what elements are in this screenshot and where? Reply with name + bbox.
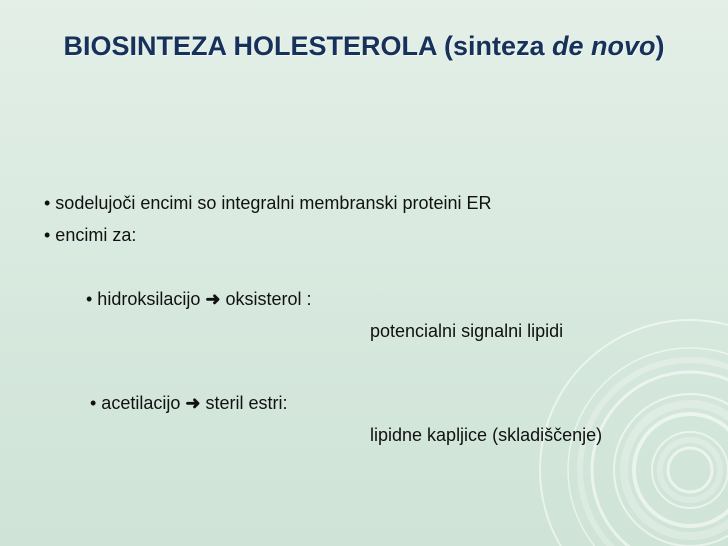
hydroxylation-detail: potencialni signalni lipidi (370, 321, 564, 341)
sub-bullet-hydroxylation (86, 288, 311, 310)
oxysterol-label: oksisterol : (220, 289, 312, 309)
title-main: BIOSINTEZA HOLESTEROLA (sinteza (63, 31, 552, 61)
acetylation-label: • acetilacijo (90, 393, 186, 413)
title-italic: de novo (552, 31, 656, 61)
right-arrow-icon: ➜ (205, 289, 221, 309)
acetylation-detail: lipidne kapljice (skladiščenje) (370, 425, 603, 445)
steryl-esters-label: steril estri: (200, 393, 288, 413)
title-close: ) (655, 31, 665, 61)
right-arrow-icon: ➜ (185, 393, 201, 413)
sub-bullet-acetylation (90, 392, 287, 414)
bullet-enzymes: • encimi za: (44, 225, 137, 245)
bullet-membrane-proteins: • sodelujoči encimi so integralni membranski proteini ER (44, 193, 492, 213)
hydroxylation-label: • hidroksilacijo (86, 289, 206, 309)
slide-title (30, 26, 698, 66)
